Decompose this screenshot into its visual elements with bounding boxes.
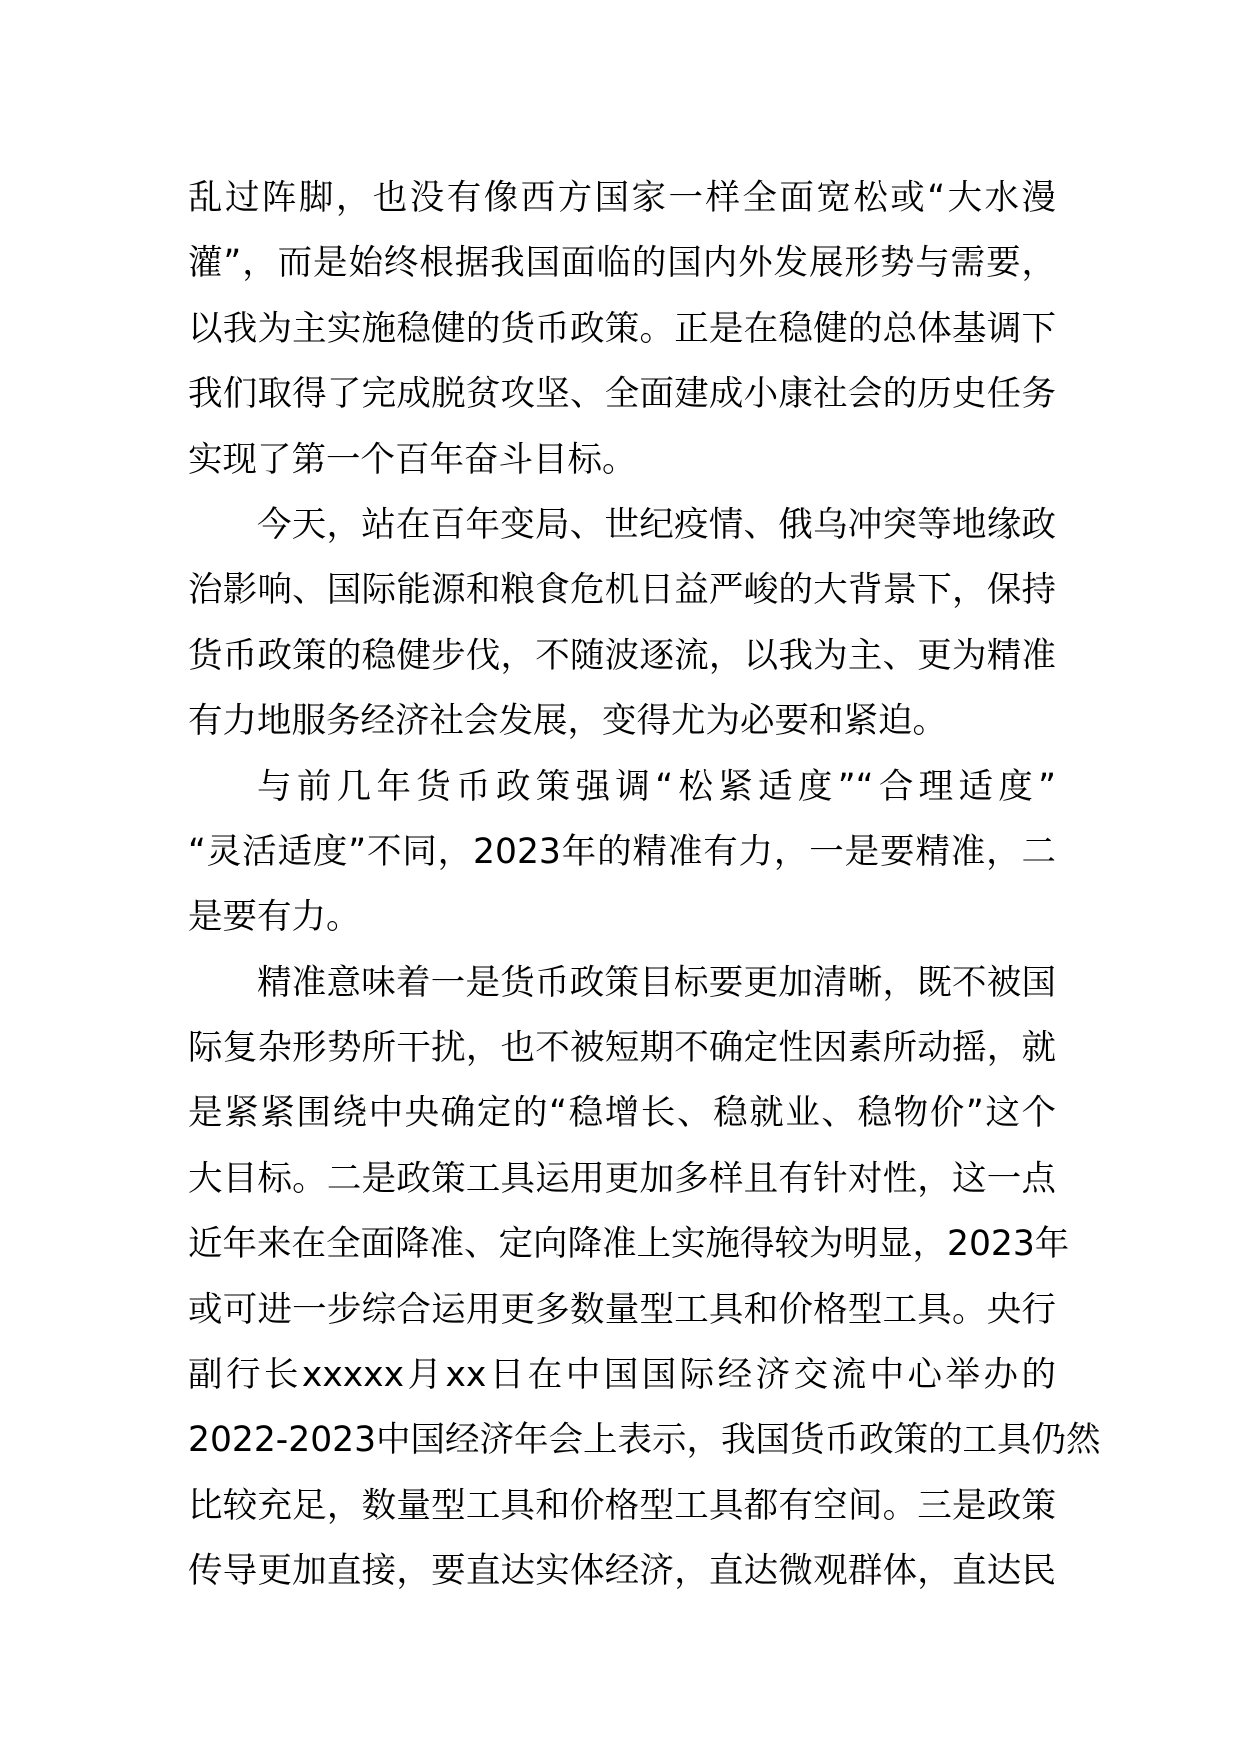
text-line: 有力地服务经济社会发展，变得尤为必要和紧迫。 xyxy=(188,701,947,742)
text-line: 传导更加直接，要直达实体经济，直达微观群体，直达民 xyxy=(188,1551,1056,1592)
text-line: 近年来在全面降准、定向降准上实施得较为明显，2023年 xyxy=(188,1224,1070,1265)
text-line: 是要有力。 xyxy=(188,897,361,938)
text-line: 今天，站在百年变局、世纪疫情、俄乌冲突等地缘政 xyxy=(257,504,1056,545)
text-line: 灌”，而是始终根据我国面临的国内外发展形势与需要， xyxy=(188,243,1056,284)
text-line: 精准意味着一是货币政策目标要更加清晰，既不被国 xyxy=(257,962,1056,1003)
text-line: 是紧紧围绕中央确定的“稳增长、稳就业、稳物价”这个 xyxy=(188,1093,1056,1134)
text-line: 2022-2023中国经济年会上表示，我国货币政策的工具仍然 xyxy=(188,1420,1101,1461)
text-line: 比较充足，数量型工具和价格型工具都有空间。三是政策 xyxy=(188,1485,1056,1526)
text-line: “灵活适度”不同，2023年的精准有力，一是要精准，二 xyxy=(188,831,1056,872)
text-line: 际复杂形势所干扰，也不被短期不确定性因素所动摇，就 xyxy=(188,1028,1056,1069)
text-line: 或可进一步综合运用更多数量型工具和价格型工具。央行 xyxy=(188,1289,1056,1330)
text-line: 乱过阵脚，也没有像西方国家一样全面宽松或“大水漫 xyxy=(188,178,1056,218)
text-line: 以我为主实施稳健的货币政策。正是在稳健的总体基调下 xyxy=(188,308,1056,349)
text-line: 实现了第一个百年奋斗目标。 xyxy=(188,439,637,480)
text-line: 大目标。二是政策工具运用更加多样且有针对性，这一点 xyxy=(188,1158,1056,1199)
text-line: 与前几年货币政策强调“松紧适度”“合理适度” xyxy=(257,766,1056,807)
text-line: 我们取得了完成脱贫攻坚、全面建成小康社会的历史任务 xyxy=(188,374,1056,415)
text-line: 副行长xxxxx月xx日在中国国际经济交流中心举办的 xyxy=(188,1355,1056,1396)
body-text xyxy=(188,166,1101,1605)
text-line: 治影响、国际能源和粮食危机日益严峻的大背景下，保持 xyxy=(188,570,1056,611)
text-line: 货币政策的稳健步伐，不随波逐流，以我为主、更为精准 xyxy=(188,635,1056,676)
